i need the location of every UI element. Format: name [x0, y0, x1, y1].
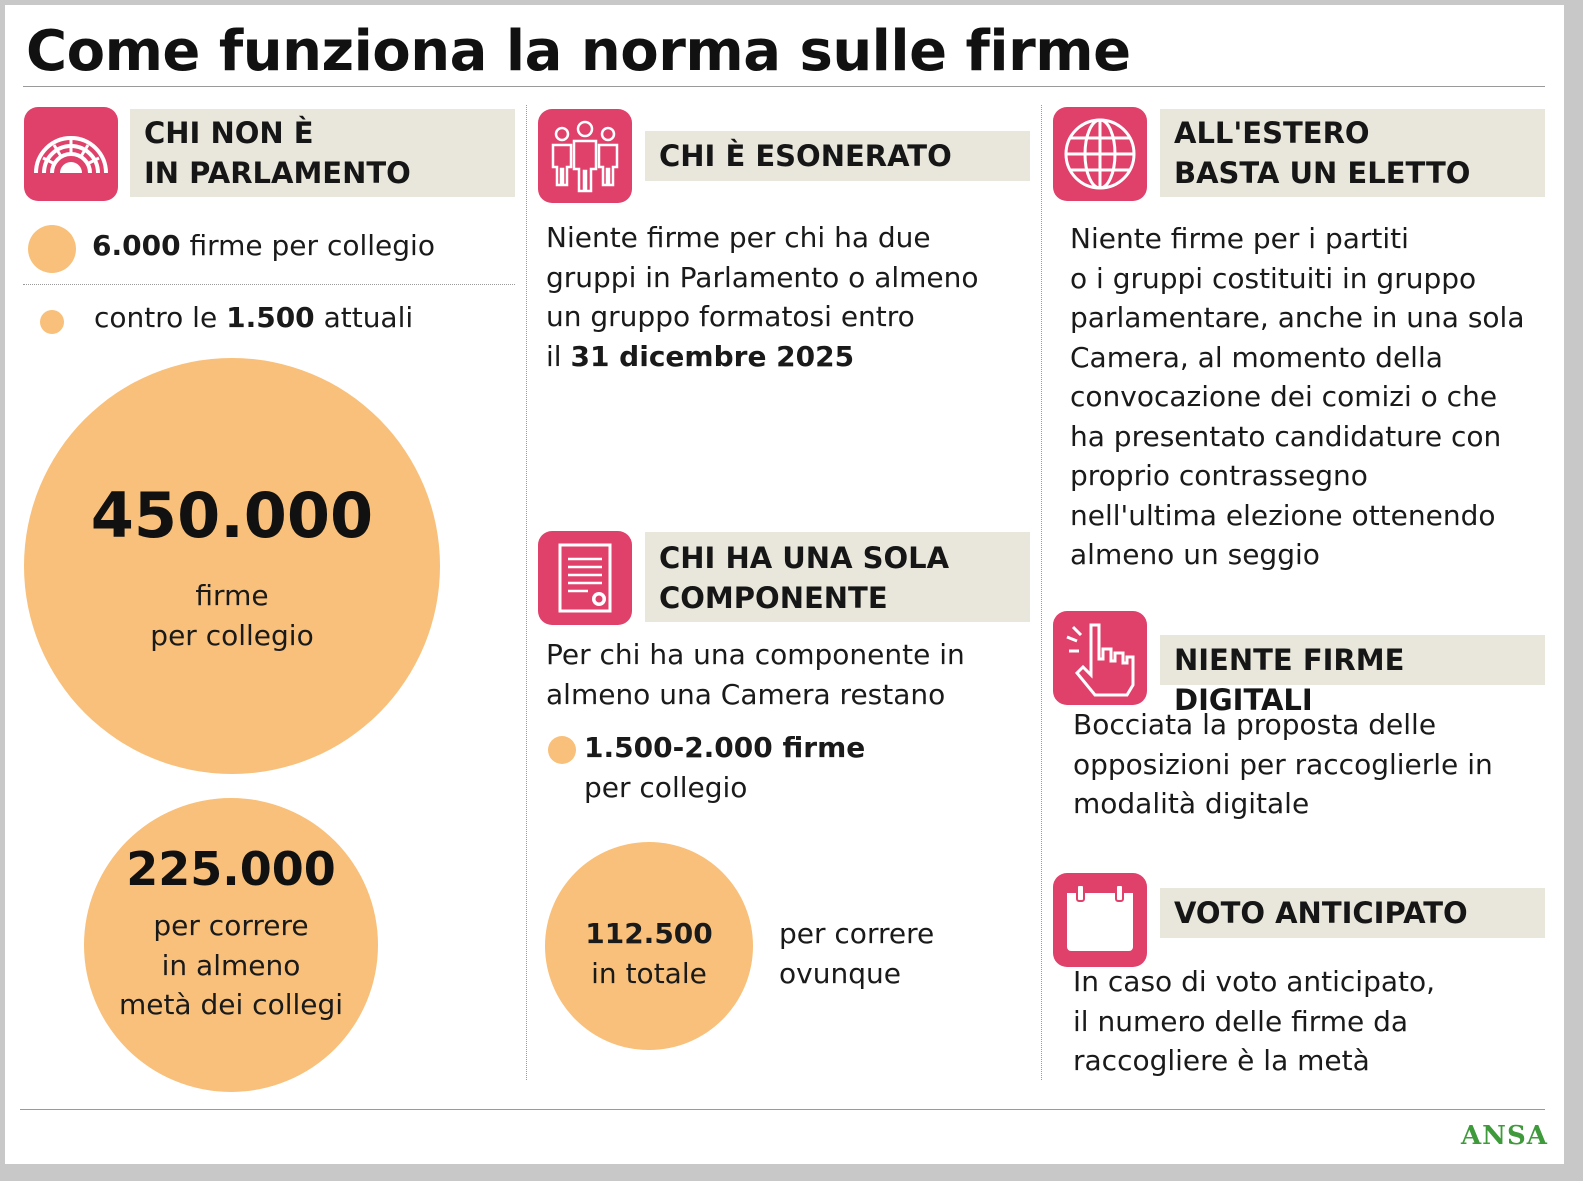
text-line: il numero delle firme da [1073, 1004, 1409, 1038]
single-component-text [546, 635, 965, 714]
text-line: raccogliere è la metà [1073, 1044, 1370, 1077]
text-line: per collegio [584, 770, 748, 804]
abroad-text [1070, 219, 1525, 575]
text-line: proprio contrassegno [1070, 459, 1368, 492]
parliament-icon [24, 107, 118, 201]
number: 6.000 [92, 229, 181, 262]
text-line: nell'ultima elezione ottenendo [1070, 498, 1496, 532]
header-all-estero [1160, 109, 1545, 197]
text: contro le [94, 301, 227, 334]
text: firme per collegio [180, 229, 435, 262]
date: 31 dicembre 2025 [570, 339, 855, 373]
label-line: per collegio [150, 618, 314, 652]
number: 112.500 [585, 917, 713, 950]
label-line: in almeno [161, 948, 301, 982]
exemption-text [546, 218, 979, 376]
header-chi-e-esonerato: CHI È ESONERATO [645, 131, 1030, 181]
big-circle-value: 450.000 [90, 479, 374, 552]
early-vote-text [1073, 962, 1435, 1081]
label-line: firme [195, 579, 269, 612]
group-people-icon [538, 109, 632, 203]
globe-icon [1053, 107, 1147, 201]
text-line: Camera, al momento della [1070, 340, 1443, 374]
calendar-icon [1053, 873, 1147, 967]
text-line: Bocciata la proposta delle [1073, 708, 1437, 741]
footer-divider [20, 1109, 1545, 1110]
text-line: modalità digitale [1073, 787, 1310, 820]
small-circle-value: 225.000 [126, 842, 336, 896]
header-voto-anticipato: VOTO ANTICIPATO [1160, 888, 1545, 938]
current-signatures [94, 298, 413, 338]
number: 1.500-2.000 firme [584, 731, 866, 764]
small-circle-label [84, 906, 378, 1025]
column-divider [1041, 105, 1042, 1080]
header-line: BASTA UN ELETTO [1174, 156, 1471, 190]
text: il [546, 339, 571, 373]
text-line: per correre [779, 917, 935, 950]
text-line: Niente firme per chi ha due [546, 221, 931, 254]
total-circle-label [545, 914, 753, 993]
big-circle-label [24, 576, 440, 655]
text-line: un gruppo formatosi entro [546, 300, 915, 333]
text-line: parlamentare, anche in una sola [1070, 301, 1525, 334]
text-line: opposizioni per raccoglierle in [1073, 747, 1493, 781]
header-line: CHI NON È [144, 116, 314, 150]
label-line: metà dei collegi [118, 988, 344, 1021]
text-line: convocazione dei comizi o che [1070, 380, 1498, 413]
single-component-signatures [584, 728, 865, 807]
page-title: Come funziona la norma sulle firme [26, 19, 1131, 84]
bullet-dot-small [40, 310, 64, 334]
text-line: almeno un seggio [1070, 538, 1320, 571]
header-line: ALL'ESTERO [1174, 116, 1370, 150]
ansa-logo: ANSA [1461, 1121, 1548, 1151]
label-line: per correre [153, 909, 309, 942]
header-niente-firme-digitali: NIENTE FIRME DIGITALI [1160, 635, 1545, 685]
infographic [5, 5, 1564, 1164]
signatures-per-constituency [92, 226, 435, 266]
row-divider [23, 284, 515, 285]
header-chi-ha-una-sola-componente [645, 532, 1030, 622]
text-line: o i gruppi costituiti in gruppo [1070, 261, 1477, 295]
header-line: COMPONENTE [659, 581, 888, 615]
header-line: IN PARLAMENTO [144, 156, 411, 190]
text-line [546, 337, 979, 377]
bullet-dot [548, 736, 576, 764]
text-line: ovunque [779, 956, 901, 990]
text-line: in totale [591, 956, 707, 990]
text-line: almeno una Camera restano [546, 677, 946, 711]
bullet-dot-large [28, 225, 76, 273]
column-divider [526, 105, 527, 1080]
text-line: gruppi in Parlamento o almeno [546, 260, 979, 294]
header-line: CHI HA UNA SOLA [659, 541, 950, 575]
text: attuali [314, 301, 414, 334]
big-circle [24, 358, 440, 774]
text-line: In caso di voto anticipato, [1073, 965, 1436, 998]
text-line: Per chi ha una componente in [546, 638, 965, 671]
header-chi-non-e-in-parlamento [130, 109, 515, 197]
pointing-hand-icon [1053, 611, 1147, 705]
document-icon [538, 531, 632, 625]
text-line: Niente firme per i partiti [1070, 222, 1409, 255]
number: 1.500 [226, 301, 315, 334]
title-divider [23, 86, 1545, 87]
total-circle-side-text [779, 914, 934, 993]
text-line: ha presentato candidature con [1070, 419, 1502, 453]
digital-text [1073, 705, 1493, 824]
